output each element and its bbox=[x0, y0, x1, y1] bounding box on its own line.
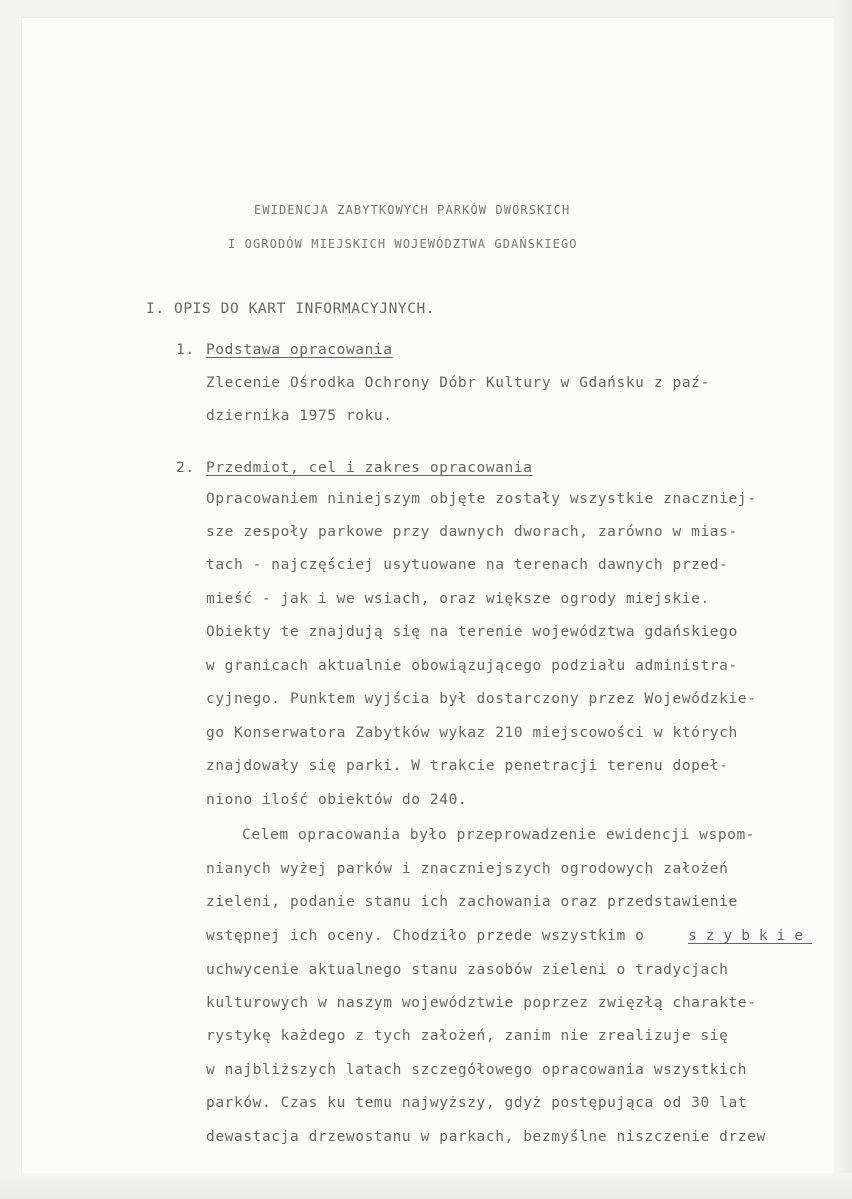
item1-number: 1. bbox=[176, 342, 195, 358]
para1-line: tach - najczęściej usytuowane na terenach dawnych przed- bbox=[206, 557, 729, 573]
para2-line: parków. Czas ku temu najwyższy, gdyż postępująca od 30 lat bbox=[206, 1095, 748, 1111]
para2-line: Celem opracowania było przeprowadzenie ewidencji wspom- bbox=[242, 827, 756, 843]
section-heading: I. OPIS DO KART INFORMACYJNYCH. bbox=[146, 301, 436, 317]
para2-line: nianych wyżej parków i znaczniejszych ogrodowych założeń bbox=[206, 861, 729, 877]
para1-line: niono ilość obiektów do 240. bbox=[206, 792, 468, 808]
para1-line: Obiekty te znajdują się na terenie województwa gdańskiego bbox=[206, 624, 738, 640]
para1-line: cyjnego. Punktem wyjścia był dostarczony przez Wojewódzkie- bbox=[206, 691, 757, 707]
para1-line: sze zespoły parkowe przy dawnych dworach, zarówno w mias- bbox=[206, 524, 738, 540]
para2-line: wstępnej ich oceny. Chodziło przede wszystkim o bbox=[206, 928, 645, 944]
para2-line: dewastacja drzewostanu w parkach, bezmyślne niszczenie drzew bbox=[206, 1129, 766, 1145]
item2-heading: Przedmiot, cel i zakres opracowania bbox=[206, 460, 533, 476]
para1-line: w granicach aktualnie obowiązującego podziału administra- bbox=[206, 658, 738, 674]
item1-line: dziernika 1975 roku. bbox=[206, 408, 393, 424]
para2-line: kulturowych w naszym województwie poprzez zwięzłą charakte- bbox=[206, 995, 757, 1011]
emphasis-word: szybkie bbox=[688, 928, 813, 944]
para2-line: w najbliższych latach szczegółowego opracowania wszystkich bbox=[206, 1062, 748, 1078]
scan-edge-right bbox=[834, 0, 852, 1199]
title-line-2: I OGRODÓW MIEJSKICH WOJEWÓDZTWA GDAŃSKIEGO bbox=[228, 237, 578, 251]
para2-line: zieleni, podanie stanu ich zachowania oraz przedstawienie bbox=[206, 894, 738, 910]
scan-edge-bottom bbox=[0, 1173, 852, 1199]
title-line-1: EWIDENCJA ZABYTKOWYCH PARKÓW DWORSKICH bbox=[254, 203, 571, 217]
item2-number: 2. bbox=[176, 460, 195, 476]
para1-line: go Konserwatora Zabytków wykaz 210 miejscowości w których bbox=[206, 725, 738, 741]
para2-line: rystykę każdego z tych założeń, zanim nie zrealizuje się bbox=[206, 1028, 729, 1044]
para1-line: znajdowały się parki. W trakcie penetracji terenu dopeł- bbox=[206, 758, 729, 774]
para1-line: Opracowaniem niniejszym objęte zostały wszystkie znaczniej- bbox=[206, 491, 757, 507]
para1-line: mieść - jak i we wsiach, oraz większe ogrody miejskie. bbox=[206, 591, 710, 607]
item1-heading: Podstawa opracowania bbox=[206, 342, 393, 358]
para2-line: uchwycenie aktualnego stanu zasobów zieleni o tradycjach bbox=[206, 962, 729, 978]
item1-line: Zlecenie Ośrodka Ochrony Dóbr Kultury w Gdańsku z paź- bbox=[206, 375, 710, 391]
